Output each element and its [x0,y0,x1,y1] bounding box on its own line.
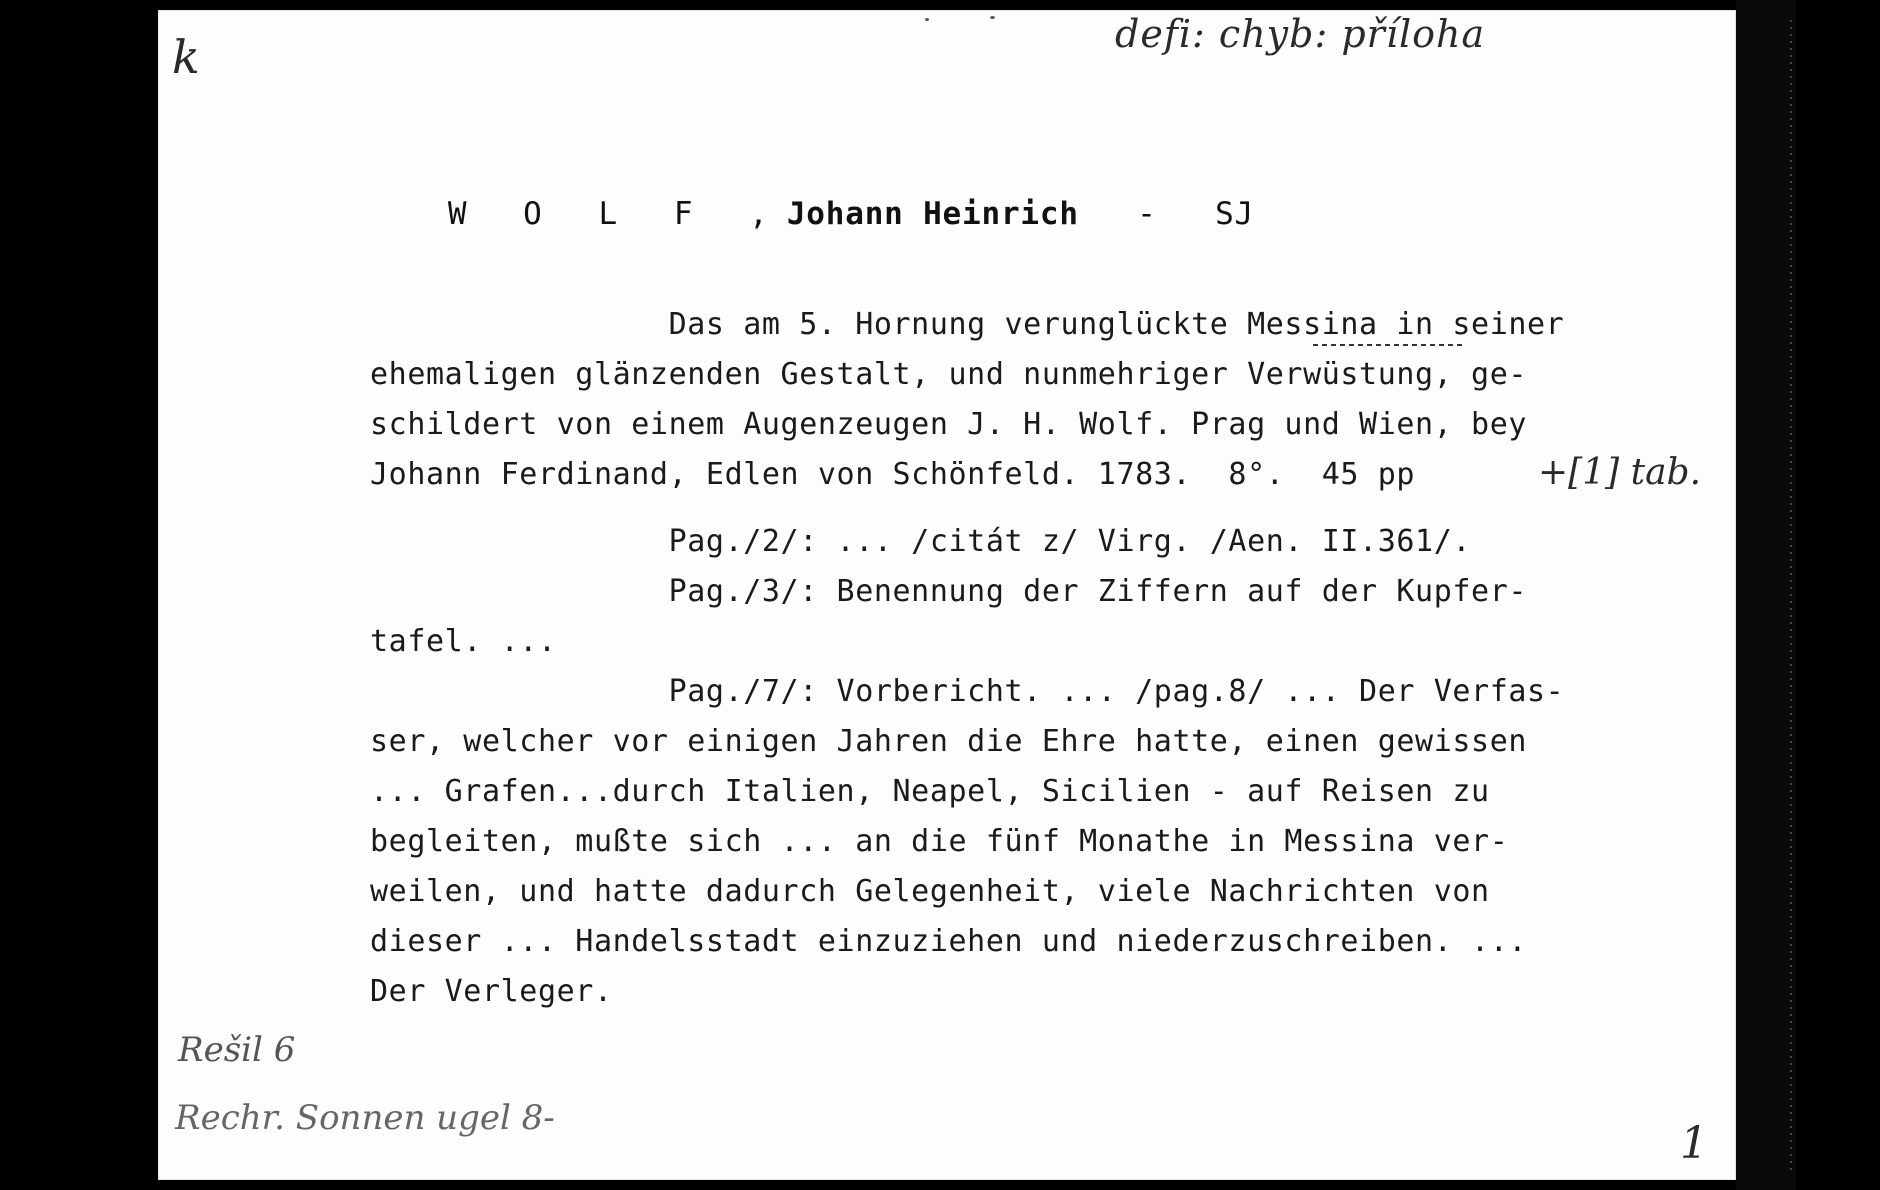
body-line-4: Johann Ferdinand, Edlen von Schönfeld. 1783. 8°. 45 pp [370,457,1416,492]
author-given-name: Johann Heinrich [786,196,1079,232]
order-abbrev: SJ [1215,196,1255,232]
body-line-13: dieser ... Handelsstadt einzuziehen und niederzuschreiben. ... [370,924,1528,959]
body-line-8: Pag./7/: Vorbericht. ... /pag.8/ ... Der Verfas- [370,674,1565,709]
messina-underline [1313,344,1463,346]
handwritten-addition: +[1] tab. [1538,452,1702,493]
body-line-10: ... Grafen...durch Italien, Neapel, Sicilien - auf Reisen zu [370,774,1490,809]
body-line-7: tafel. ... [370,624,557,659]
page-number: 1 [1680,1118,1708,1169]
heading-separator: - [1137,196,1157,232]
scan-speck [990,16,995,19]
card-heading [370,160,1254,268]
body-line-6: Pag./3/: Benennung der Ziffern auf der Kupfer- [370,574,1528,609]
corner-mark: k [172,30,200,84]
body-line-11: begleiten, mußte sich ... an die fünf Monathe in Messina ver- [370,824,1509,859]
scan-edge [1736,0,1796,1190]
scan-speck [925,18,929,21]
top-note: defi: chyb: příloha [1115,12,1486,56]
bottom-note-1: Rešil 6 [178,1030,296,1070]
body-line-14: Der Verleger. [370,974,613,1009]
author-surname: W O L F , [447,196,787,232]
perforation-line [1790,20,1792,1170]
body-line-12: weilen, und hatte dadurch Gelegenheit, viele Nachrichten von [370,874,1490,909]
body-line-9: ser, welcher vor einigen Jahren die Ehre hatte, einen gewissen [370,724,1528,759]
body-line-3: schildert von einem Augenzeugen J. H. Wolf. Prag und Wien, bey [370,407,1528,442]
body-line-1: Das am 5. Hornung verunglückte Messina in seiner [370,307,1565,342]
body-line-5: Pag./2/: ... /citát z/ Virg. /Aen. II.361/. [370,524,1472,559]
bottom-note-2: Rechr. Sonnen ugel 8- [175,1098,555,1138]
body-line-2: ehemaligen glänzenden Gestalt, und nunmehriger Verwüstung, ge- [370,357,1528,392]
